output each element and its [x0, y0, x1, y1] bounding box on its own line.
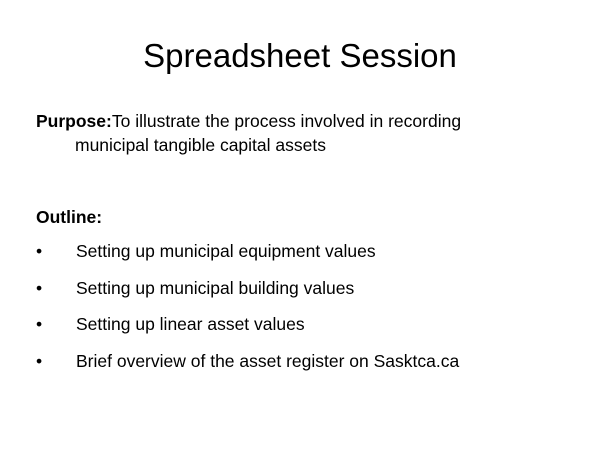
bullet-icon: • [36, 241, 43, 261]
outline-item [36, 239, 576, 263]
purpose-text-line1: To illustrate the process involved in recording [111, 111, 462, 131]
outline-heading: Outline: [36, 207, 103, 227]
outline-item-text: Brief overview of the asset register on Sasktca.ca [76, 350, 460, 371]
outline-item [36, 276, 576, 300]
outline-item [36, 312, 576, 336]
bullet-icon: • [36, 350, 43, 371]
slide-title: Spreadsheet Session [143, 37, 457, 74]
outline-item-text: Setting up linear asset values [76, 314, 305, 334]
bullet-icon: • [36, 277, 43, 298]
bullet-icon: • [36, 314, 43, 334]
purpose-paragraph [36, 109, 576, 157]
outline-list [36, 239, 576, 385]
purpose-text-line2: municipal tangible capital assets [75, 135, 326, 155]
outline-item-text: Setting up municipal equipment values [76, 241, 376, 261]
outline-item-text: Setting up municipal building values [76, 277, 355, 298]
outline-item [36, 349, 576, 373]
purpose-label: Purpose: [36, 111, 112, 131]
